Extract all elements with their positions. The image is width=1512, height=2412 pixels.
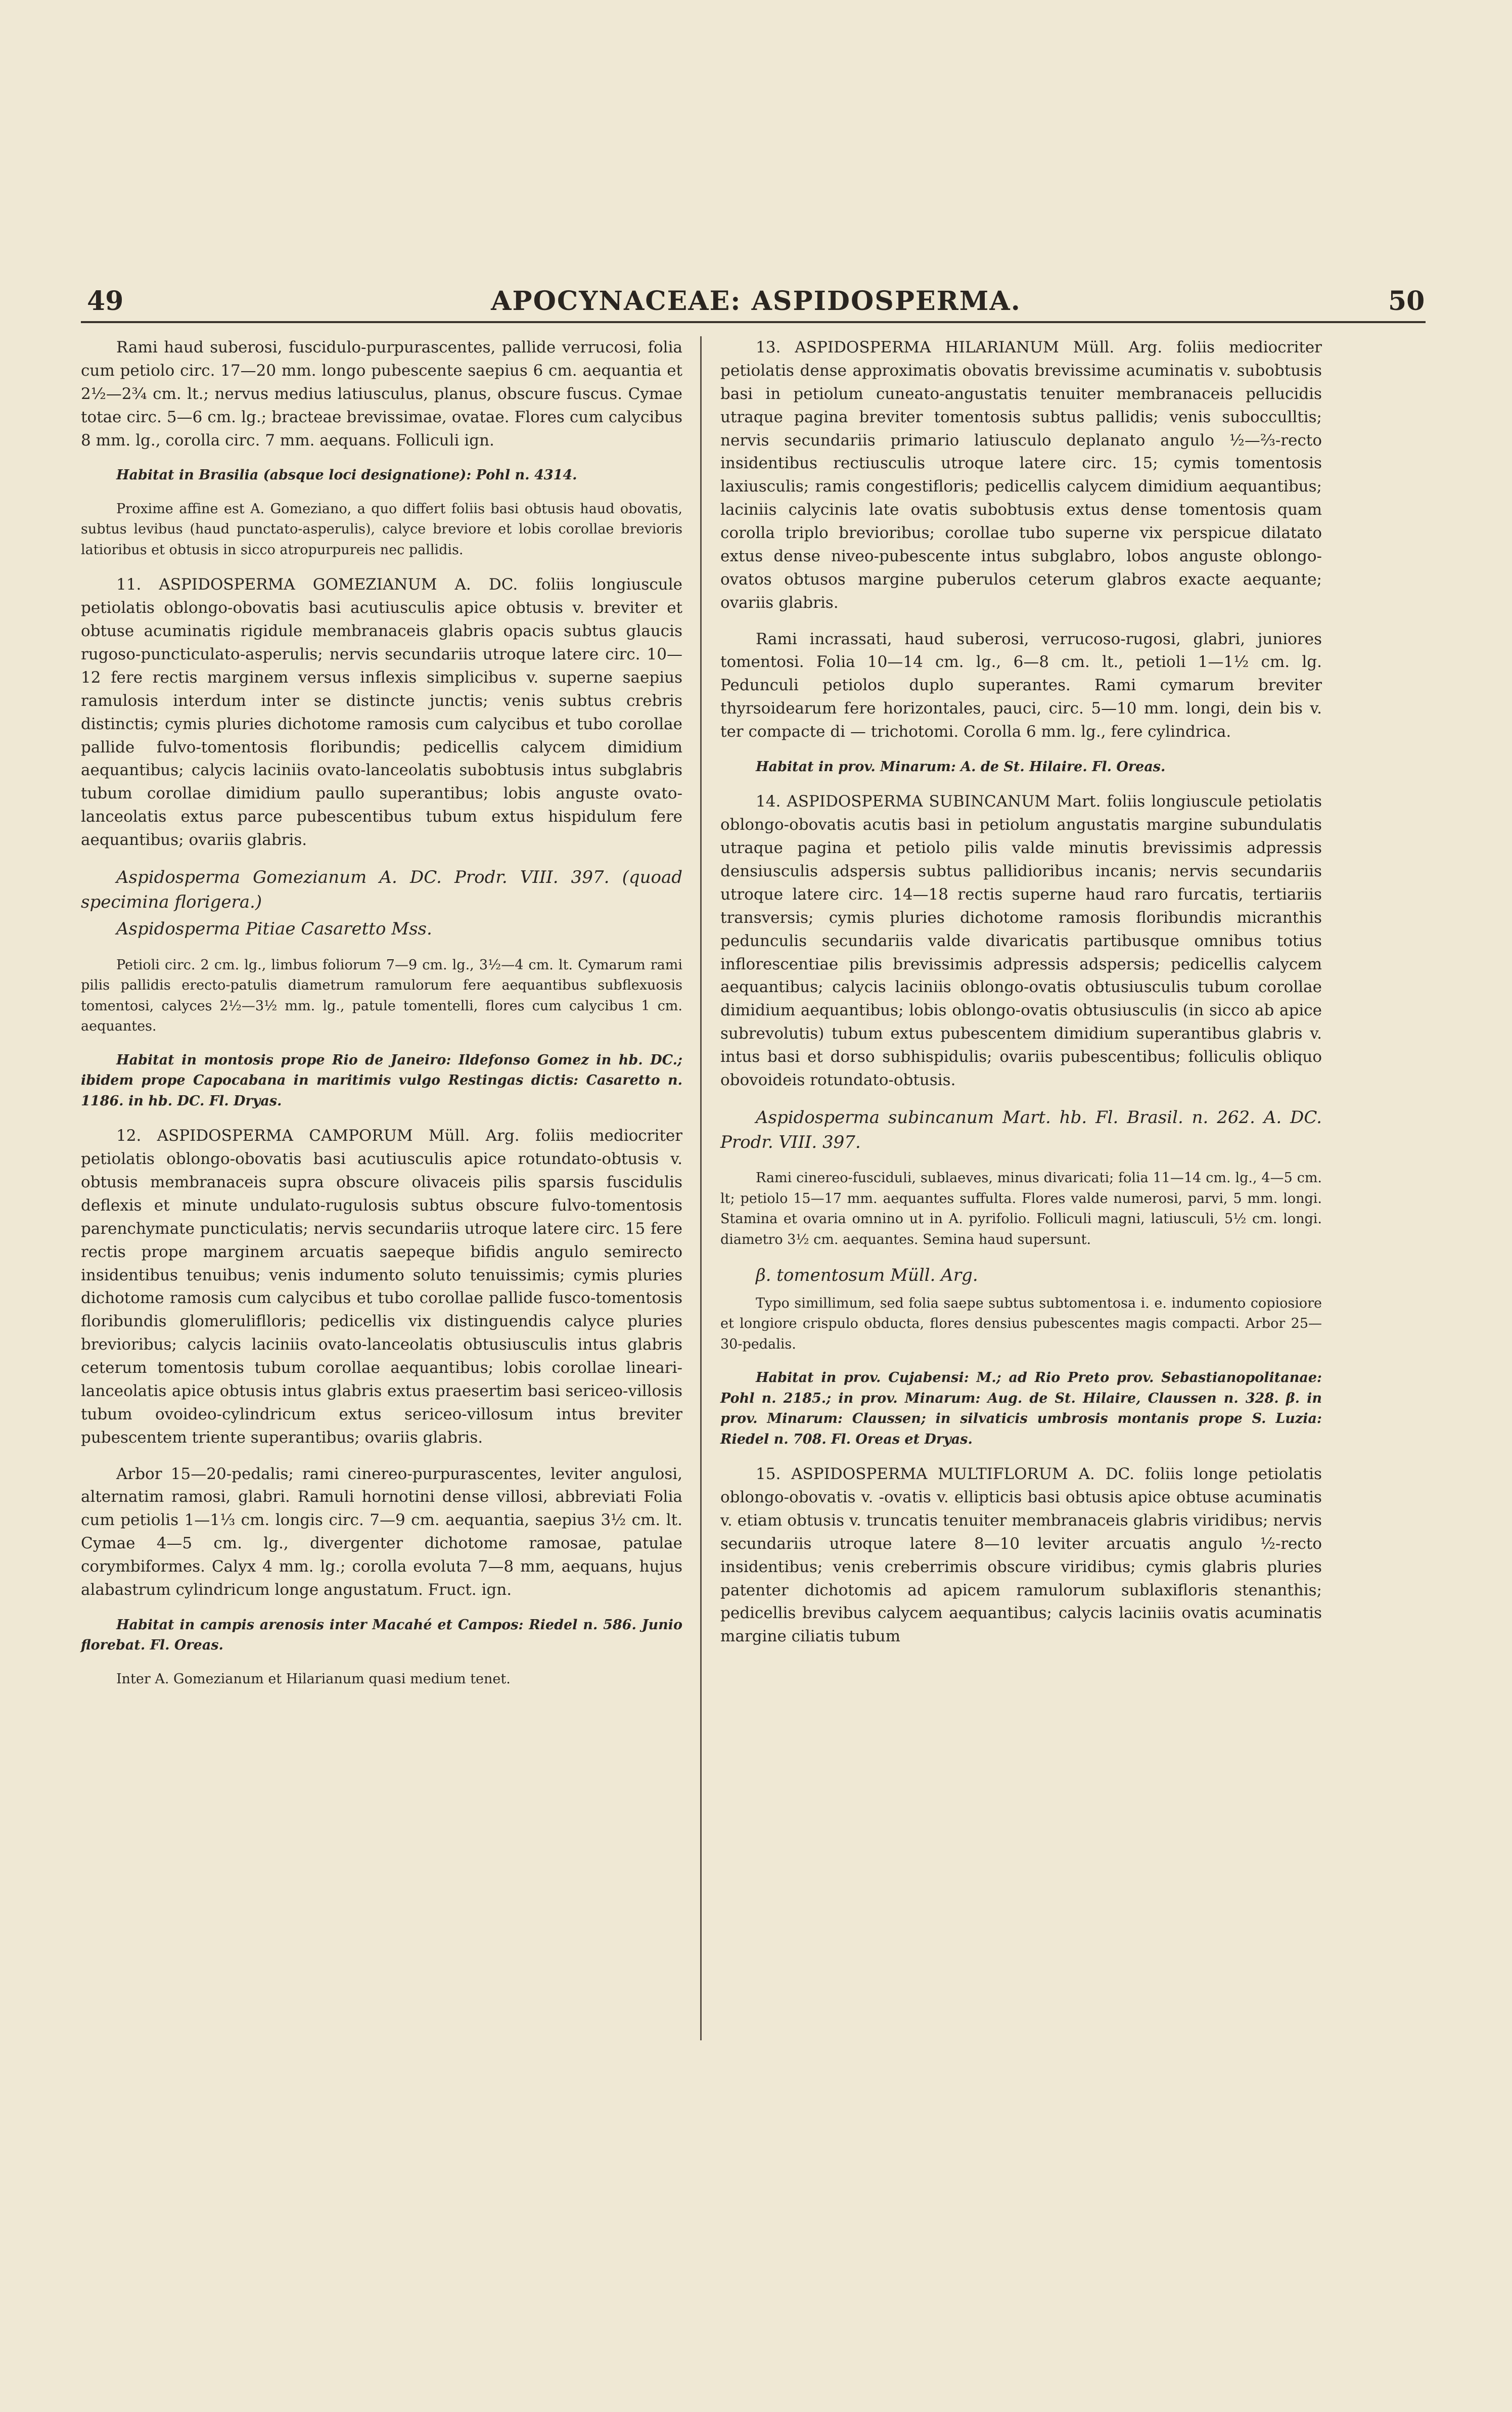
species-15-diagnosis: 15. ASPIDOSPERMA MULTIFLORUM A. DC. foliis longe petiolatis oblongo-obovatis v. -ovatis v. ellipticis basi obtusis apice obtuse acuminatis v. etiam obtusis v. truncatis tenuiter membranaceis glabris viridibus; nervis secundariis utroque latere 8—10 leviter arcuatis angulo ½-recto insidentibus; venis creberrimis obscure viridibus; cymis glabris pluries patenter dichotomis ad apicem ramulorum sublaxifloris stenanthis; pedicellis brevibus calycem aequantibus; calycis laciniis ovatis acuminatis margine ciliatis tubum <box>720 1465 1322 1646</box>
running-title: APOCYNACEAE: ASPIDOSPERMA. <box>491 286 1021 317</box>
column-divider <box>700 336 702 2040</box>
species-14-note: Rami cinereo-fusciduli, sublaeves, minus divaricati; folia 11—14 cm. lg., 4—5 cm. lt; petiolo 15—17 mm. aequantes suffulta. Flores valde numerosi, parvi, 5 mm. longi. Stamina et ovaria omnino ut in A. pyrifolio. Folliculi magni, latiusculi, 5½ cm. longi. diametro 3½ cm. aequantes. Semina haud supersunt. <box>720 1170 1322 1247</box>
species-14-habitat: Habitat in prov. Cujabensi: M.; ad Rio Preto prov. Sebastianopolitanae: Pohl n. 2185.; in prov. Minarum: Aug. de St. Hilaire, Claussen n. 328. β. in prov. Minarum: Claussen; in silvaticis umbrosis montanis prope S. Luzia: Riedel n. 708. Fl. Oreas et Dryas. <box>720 1370 1322 1447</box>
species-12-diagnosis: 12. ASPIDOSPERMA CAMPORUM Müll. Arg. foliis mediocriter petiolatis oblongo-obovatis basi acutiusculis apice rotundato-obtusis v. obtusis membranaceis supra obscure olivaceis pilis sparsis fuscidulis deflexis et minute undulato-rugulosis subtus obscure fulvo-tomentosis parenchymate puncticulatis; nervis secundariis utroque latere circ. 15 fere rectis prope marginem arcuatis saepeque bifidis angulo semirecto insidentibus tenuibus; venis indumento soluto tenuissimis; cymis pluries dichotome ramosis cum calycibus et tubo corollae pallide fusco-tomentosis floribundis glomeruliflloris; pedicellis vix distinguendis calyce pluries brevioribus; calycis laciniis ovato-lanceolatis obtusiusculis intus glabris ceterum tomentosis tubum corollae aequantibus; lobis corollae lineari-lanceolatis apice obtusis intus glabris extus praesertim basi sericeo-villosis tubum ovoideo-cylindricum extus sericeo-villosum intus breviter pubescentem triente superantibus; ovariis glabris. <box>81 1127 682 1447</box>
species-10-habitat: Habitat in Brasilia (absque loci designatione): Pohl n. 4314. <box>116 467 577 483</box>
header-rule <box>81 321 1426 323</box>
species-10-description: Rami haud suberosi, fuscidulo-purpurascentes, pallide verrucosi, folia cum petiolo circ. 17—20 mm. longo pubescente saepius 6 cm. aequantia et 2½—2¾ cm. lt.; nervus medius latiusculus, planus, obscure fuscus. Cymae totae circ. 5—6 cm. lg.; bracteae brevissimae, ovatae. Flores cum calycibus 8 mm. lg., corolla circ. 7 mm. aequans. Folliculi ign. <box>81 338 682 450</box>
species-10-note: Proxime affine est A. Gomeziano, a quo differt foliis basi obtusis haud obovatis, subtus levibus (haud punctato-asperulis), calyce breviore et lobis corollae brevioris latioribus et obtusis in sicco atropurpureis nec pallidis. <box>81 501 682 558</box>
species-11-habitat: Habitat in montosis prope Rio de Janeiro: Ildefonso Gomez in hb. DC.; ibidem prope Capocabana in maritimis vulgo Restingas dictis: Casaretto n. 1186. in hb. DC. Fl. Dryas. <box>81 1052 682 1109</box>
species-11-synonym-1: Aspidosperma Gomezianum A. DC. Prodr. VIII. 397. (quoad specimina florigera.) <box>81 867 682 913</box>
species-14-variety-note: Typo simillimum, sed folia saepe subtus subtomentosa i. e. indumento copiosiore et longiore crispulo obducta, flores densius pubescentes magis compacti. Arbor 25—30-pedalis. <box>720 1295 1322 1352</box>
species-13-habitat: Habitat in prov. Minarum: A. de St. Hilaire. Fl. Oreas. <box>756 758 1166 775</box>
species-14-diagnosis: 14. ASPIDOSPERMA SUBINCANUM Mart. foliis longiuscule petiolatis oblongo-obovatis acutis basi in petiolum angustatis margine subundulatis utraque pagina et petiolo pilis valde minutis brevissimis adpressis densiusculis adspersis subtus pallidioribus incanis; nervis secundariis utroque latere circ. 14—18 rectis superne haud raro furcatis, tertiariis transversis; cymis pluries dichotome ramosis floribundis micranthis pedunculis secundariis valde divaricatis partibusque omnibus totius inflorescentiae pilis brevissimis adpressis adspersis; pedicellis calycem aequantibus; calycis laciniis oblongo-ovatis obtusiusculis tubum corollae dimidium aequantibus; lobis oblongo-ovatis obtusiusculis (in sicco ab apice subrevolutis) tubum extus pubescentem dimidium superantibus glabris v. intus basi et dorso subhispidulis; ovariis pubescentibus; folliculis obliquo obovoideis rotundato-obtusis. <box>720 792 1322 1089</box>
running-header <box>0 286 1512 321</box>
species-11-note: Petioli circ. 2 cm. lg., limbus foliorum 7—9 cm. lg., 3½—4 cm. lt. Cymarum rami pilis pallidis erecto-patulis diametrum ramulorum fere aequantibus subflexuosis tomentosi, calyces 2½—3½ mm. lg., patule tomentelli, flores cum calycibus 1 cm. aequantes. <box>81 957 682 1035</box>
species-14-synonym: Aspidosperma subincanum Mart. hb. Fl. Brasil. n. 262. A. DC. Prodr. VIII. 397. <box>720 1107 1322 1153</box>
species-12-description: Arbor 15—20-pedalis; rami cinereo-purpurascentes, leviter angulosi, alternatim ramosi, glabri. Ramuli hornotini dense villosi, abbreviati Folia cum petiolis 1—1⅓ cm. longis circ. 7—9 cm. aequantia, saepius 3½ cm. lt. Cymae 4—5 cm. lg., divergenter dichotome ramosae, patulae corymbiformes. Calyx 4 mm. lg.; corolla evoluta 7—8 mm, aequans, hujus alabastrum cylindricum longe angustatum. Fruct. ign. <box>81 1464 682 1599</box>
species-13-description: Rami incrassati, haud suberosi, verrucoso-rugosi, glabri, juniores tomentosi. Folia 10—14 cm. lg., 6—8 cm. lt., petioli 1—1½ cm. lg. Pedunculi petiolos duplo superantes. Rami cymarum breviter thyrsoidearum fere horizontales, pauci, circ. 5—10 mm. longi, dein bis v. ter compacte di — trichotomi. Corolla 6 mm. lg., fere cylindrica. <box>720 630 1322 741</box>
right-column <box>720 336 1322 1662</box>
species-12-note: Inter A. Gomezianum et Hilarianum quasi medium tenet. <box>116 1671 511 1687</box>
species-11-diagnosis: 11. ASPIDOSPERMA GOMEZIANUM A. DC. foliis longiuscule petiolatis oblongo-obovatis basi acutiusculis apice obtusis v. breviter et obtuse acuminatis rigidule membranaceis glabris opacis subtus glaucis rugoso-puncticulato-asperulis; nervis secundariis utroque latere circ. 10—12 fere rectis marginem versus inflexis simplicibus v. superne saepius ramulosis interdum inter se distincte junctis; venis subtus crebris distinctis; cymis pluries dichotome ramosis cum calycibus et tubo corollae pallide fulvo-tomentosis floribundis; pedicellis calycem dimidium aequantibus; calycis laciniis ovato-lanceolatis subobtusis intus subglabris tubum corollae dimidium paullo superantibus; lobis anguste ovato-lanceolatis extus parce pubescentibus tubum extus hispidulum fere aequantibus; ovariis glabris. <box>81 575 682 849</box>
species-14-variety: β. tomentosum Müll. Arg. <box>756 1265 978 1286</box>
left-column <box>81 336 682 1703</box>
left-page-number: 49 <box>87 286 124 317</box>
species-11-synonym-2: Aspidosperma Pitiae Casaretto Mss. <box>116 919 432 940</box>
species-13-diagnosis: 13. ASPIDOSPERMA HILARIANUM Müll. Arg. foliis mediocriter petiolatis dense approximatis obovatis brevissime acuminatis v. subobtusis basi in petiolum cuneato-angustatis tenuiter membranaceis pellucidis utraque pagina breviter tomentosis subtus pallidis; venis subocculltis; nervis secundariis primario latiusculo deplanato angulo ½—⅔-recto insidentibus rectiusculis utroque latere circ. 15; cymis tomentosis laxiusculis; ramis congestifloris; pedicellis calycem dimidium aequantibus; laciniis calycinis late ovatis subobtusis extus dense tomentosis quam corolla triplo brevioribus; corollae tubo superne vix perspicue dilatato extus dense niveo-pubescente intus subglabro, lobos anguste oblongo-ovatos obtusos margine puberulos ceterum glabros exacte aequante; ovariis glabris. <box>720 338 1322 612</box>
right-page-number: 50 <box>1388 286 1425 317</box>
species-12-habitat: Habitat in campis arenosis inter Macahé et Campos: Riedel n. 586. Junio florebat. Fl. Oreas. <box>81 1617 682 1654</box>
